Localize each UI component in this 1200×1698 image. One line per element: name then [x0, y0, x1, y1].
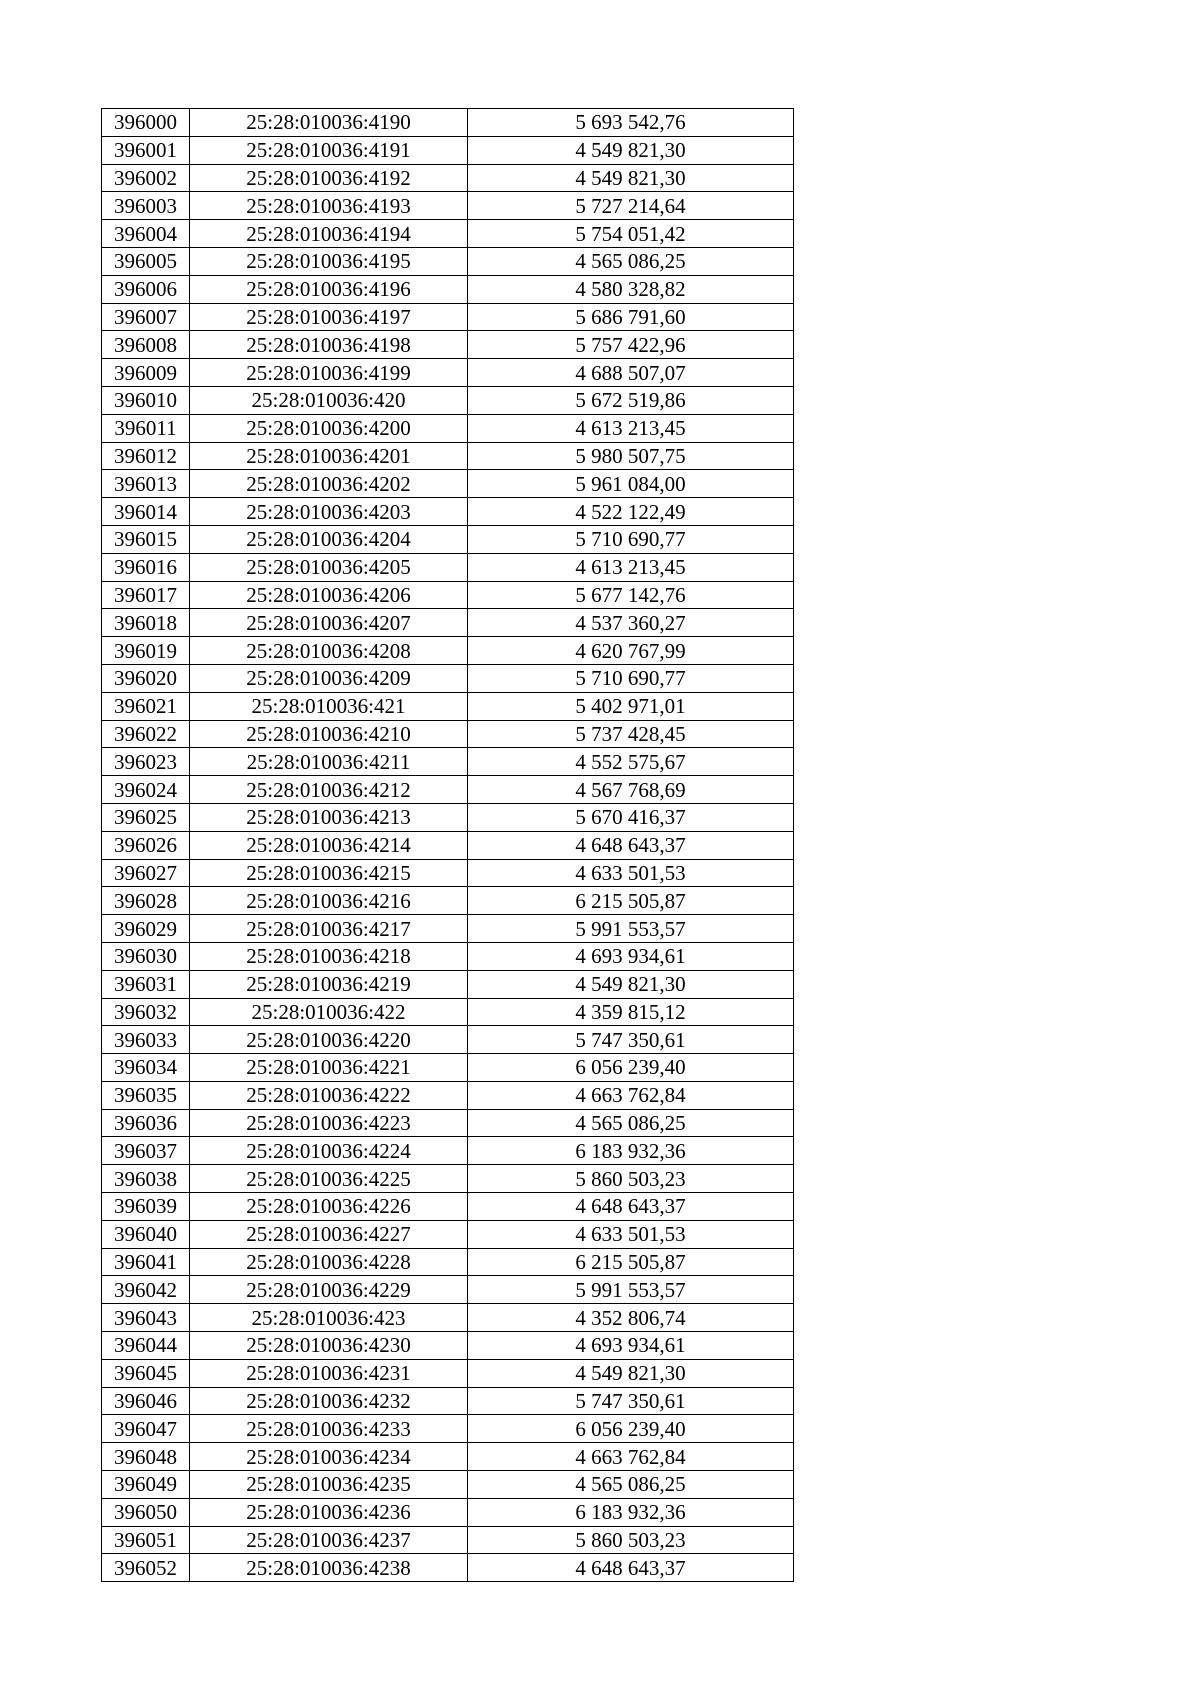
cadastral-number-cell: 25:28:010036:421 [190, 692, 468, 720]
row-number-cell: 396035 [102, 1081, 190, 1109]
cadastral-value-cell: 5 670 416,37 [468, 803, 794, 831]
cadastral-number-cell: 25:28:010036:4224 [190, 1137, 468, 1165]
row-number-cell: 396042 [102, 1276, 190, 1304]
cadastral-value-cell: 5 747 350,61 [468, 1026, 794, 1054]
cadastral-value-cell: 4 648 643,37 [468, 1554, 794, 1582]
table-row [102, 581, 794, 609]
table-row [102, 553, 794, 581]
table-row [102, 359, 794, 387]
row-number-cell: 396046 [102, 1387, 190, 1415]
table-row [102, 1137, 794, 1165]
row-number-cell: 396016 [102, 553, 190, 581]
row-number-cell: 396047 [102, 1415, 190, 1443]
row-number-cell: 396005 [102, 247, 190, 275]
cadastral-number-cell: 25:28:010036:4223 [190, 1109, 468, 1137]
cadastral-number-cell: 25:28:010036:4231 [190, 1359, 468, 1387]
table-row [102, 442, 794, 470]
table-row [102, 386, 794, 414]
cadastral-number-cell: 25:28:010036:4229 [190, 1276, 468, 1304]
table-row [102, 1498, 794, 1526]
row-number-cell: 396028 [102, 887, 190, 915]
cadastral-value-cell: 5 980 507,75 [468, 442, 794, 470]
cadastral-number-cell: 25:28:010036:4234 [190, 1443, 468, 1471]
cadastral-number-cell: 25:28:010036:4230 [190, 1332, 468, 1360]
cadastral-value-cell: 4 522 122,49 [468, 498, 794, 526]
cadastral-number-cell: 25:28:010036:4206 [190, 581, 468, 609]
row-number-cell: 396018 [102, 609, 190, 637]
table-row [102, 1415, 794, 1443]
cadastral-value-cell: 4 359 815,12 [468, 998, 794, 1026]
table-row [102, 720, 794, 748]
cadastral-value-cell: 6 215 505,87 [468, 887, 794, 915]
row-number-cell: 396026 [102, 831, 190, 859]
cadastral-value-cell: 4 633 501,53 [468, 1220, 794, 1248]
cadastral-number-cell: 25:28:010036:4218 [190, 942, 468, 970]
table-row [102, 1443, 794, 1471]
row-number-cell: 396049 [102, 1471, 190, 1499]
cadastral-value-table [101, 108, 794, 1582]
cadastral-number-cell: 25:28:010036:4198 [190, 331, 468, 359]
table-row [102, 275, 794, 303]
row-number-cell: 396027 [102, 859, 190, 887]
cadastral-value-cell: 4 567 768,69 [468, 776, 794, 804]
cadastral-value-cell: 6 183 932,36 [468, 1137, 794, 1165]
cadastral-number-cell: 25:28:010036:4225 [190, 1165, 468, 1193]
table-row [102, 470, 794, 498]
cadastral-number-cell: 25:28:010036:4204 [190, 525, 468, 553]
table-row [102, 692, 794, 720]
row-number-cell: 396032 [102, 998, 190, 1026]
row-number-cell: 396021 [102, 692, 190, 720]
row-number-cell: 396011 [102, 414, 190, 442]
table-body [102, 109, 794, 1582]
cadastral-value-cell: 4 613 213,45 [468, 414, 794, 442]
row-number-cell: 396051 [102, 1526, 190, 1554]
table-row [102, 1026, 794, 1054]
table-row [102, 1054, 794, 1082]
row-number-cell: 396013 [102, 470, 190, 498]
cadastral-value-cell: 4 620 767,99 [468, 637, 794, 665]
row-number-cell: 396001 [102, 136, 190, 164]
cadastral-number-cell: 25:28:010036:4199 [190, 359, 468, 387]
cadastral-number-cell: 25:28:010036:4215 [190, 859, 468, 887]
cadastral-value-cell: 4 549 821,30 [468, 970, 794, 998]
cadastral-value-cell: 5 672 519,86 [468, 386, 794, 414]
row-number-cell: 396043 [102, 1304, 190, 1332]
cadastral-number-cell: 25:28:010036:4227 [190, 1220, 468, 1248]
table-row [102, 1554, 794, 1582]
cadastral-value-cell: 4 549 821,30 [468, 1359, 794, 1387]
table-row [102, 1193, 794, 1221]
table-row [102, 1359, 794, 1387]
cadastral-number-cell: 25:28:010036:420 [190, 386, 468, 414]
cadastral-number-cell: 25:28:010036:4191 [190, 136, 468, 164]
table-row [102, 1220, 794, 1248]
cadastral-value-cell: 5 754 051,42 [468, 220, 794, 248]
cadastral-value-cell: 4 693 934,61 [468, 1332, 794, 1360]
table-row [102, 109, 794, 137]
cadastral-number-cell: 25:28:010036:4193 [190, 192, 468, 220]
row-number-cell: 396050 [102, 1498, 190, 1526]
table-row [102, 525, 794, 553]
cadastral-value-cell: 5 860 503,23 [468, 1165, 794, 1193]
table-row [102, 942, 794, 970]
cadastral-value-cell: 4 549 821,30 [468, 136, 794, 164]
cadastral-number-cell: 25:28:010036:4235 [190, 1471, 468, 1499]
cadastral-value-cell: 5 710 690,77 [468, 525, 794, 553]
table-row [102, 664, 794, 692]
table-row [102, 998, 794, 1026]
row-number-cell: 396041 [102, 1248, 190, 1276]
table-row [102, 1165, 794, 1193]
table-row [102, 1387, 794, 1415]
row-number-cell: 396022 [102, 720, 190, 748]
cadastral-value-cell: 4 688 507,07 [468, 359, 794, 387]
row-number-cell: 396040 [102, 1220, 190, 1248]
table-row [102, 1471, 794, 1499]
table-row [102, 1304, 794, 1332]
cadastral-value-cell: 4 352 806,74 [468, 1304, 794, 1332]
row-number-cell: 396037 [102, 1137, 190, 1165]
cadastral-value-cell: 4 537 360,27 [468, 609, 794, 637]
table-row [102, 414, 794, 442]
row-number-cell: 396048 [102, 1443, 190, 1471]
cadastral-number-cell: 25:28:010036:4217 [190, 915, 468, 943]
cadastral-value-cell: 6 056 239,40 [468, 1415, 794, 1443]
row-number-cell: 396031 [102, 970, 190, 998]
cadastral-number-cell: 25:28:010036:4207 [190, 609, 468, 637]
cadastral-number-cell: 25:28:010036:4210 [190, 720, 468, 748]
cadastral-value-cell: 4 693 934,61 [468, 942, 794, 970]
table-row [102, 136, 794, 164]
cadastral-value-cell: 5 737 428,45 [468, 720, 794, 748]
cadastral-number-cell: 25:28:010036:4203 [190, 498, 468, 526]
row-number-cell: 396024 [102, 776, 190, 804]
table-row [102, 220, 794, 248]
cadastral-value-cell: 5 710 690,77 [468, 664, 794, 692]
row-number-cell: 396030 [102, 942, 190, 970]
cadastral-value-cell: 5 991 553,57 [468, 915, 794, 943]
cadastral-number-cell: 25:28:010036:4202 [190, 470, 468, 498]
cadastral-number-cell: 25:28:010036:4209 [190, 664, 468, 692]
cadastral-number-cell: 25:28:010036:4192 [190, 164, 468, 192]
row-number-cell: 396038 [102, 1165, 190, 1193]
row-number-cell: 396007 [102, 303, 190, 331]
cadastral-number-cell: 25:28:010036:4211 [190, 748, 468, 776]
table-row [102, 831, 794, 859]
row-number-cell: 396045 [102, 1359, 190, 1387]
row-number-cell: 396015 [102, 525, 190, 553]
cadastral-value-cell: 5 693 542,76 [468, 109, 794, 137]
table-row [102, 1276, 794, 1304]
row-number-cell: 396010 [102, 386, 190, 414]
row-number-cell: 396017 [102, 581, 190, 609]
cadastral-value-cell: 5 747 350,61 [468, 1387, 794, 1415]
cadastral-value-cell: 4 549 821,30 [468, 164, 794, 192]
cadastral-number-cell: 25:28:010036:4236 [190, 1498, 468, 1526]
cadastral-value-cell: 4 633 501,53 [468, 859, 794, 887]
cadastral-value-cell: 5 757 422,96 [468, 331, 794, 359]
cadastral-number-cell: 25:28:010036:4220 [190, 1026, 468, 1054]
table-row [102, 498, 794, 526]
cadastral-value-cell: 5 961 084,00 [468, 470, 794, 498]
cadastral-number-cell: 25:28:010036:4201 [190, 442, 468, 470]
cadastral-value-cell: 6 215 505,87 [468, 1248, 794, 1276]
row-number-cell: 396012 [102, 442, 190, 470]
table-row [102, 776, 794, 804]
cadastral-value-cell: 4 613 213,45 [468, 553, 794, 581]
cadastral-value-cell: 4 552 575,67 [468, 748, 794, 776]
cadastral-number-cell: 25:28:010036:4221 [190, 1054, 468, 1082]
cadastral-number-cell: 25:28:010036:4205 [190, 553, 468, 581]
cadastral-number-cell: 25:28:010036:4190 [190, 109, 468, 137]
cadastral-number-cell: 25:28:010036:4226 [190, 1193, 468, 1221]
table-row [102, 1526, 794, 1554]
table-row [102, 1248, 794, 1276]
cadastral-value-cell: 5 402 971,01 [468, 692, 794, 720]
cadastral-number-cell: 25:28:010036:4222 [190, 1081, 468, 1109]
cadastral-number-cell: 25:28:010036:4219 [190, 970, 468, 998]
table-row [102, 1081, 794, 1109]
cadastral-number-cell: 25:28:010036:4214 [190, 831, 468, 859]
cadastral-value-cell: 5 727 214,64 [468, 192, 794, 220]
row-number-cell: 396034 [102, 1054, 190, 1082]
table-row [102, 609, 794, 637]
table-row [102, 748, 794, 776]
row-number-cell: 396033 [102, 1026, 190, 1054]
cadastral-value-cell: 6 183 932,36 [468, 1498, 794, 1526]
cadastral-value-cell: 4 648 643,37 [468, 831, 794, 859]
row-number-cell: 396004 [102, 220, 190, 248]
row-number-cell: 396052 [102, 1554, 190, 1582]
cadastral-number-cell: 25:28:010036:4195 [190, 247, 468, 275]
cadastral-number-cell: 25:28:010036:4213 [190, 803, 468, 831]
row-number-cell: 396029 [102, 915, 190, 943]
table-row [102, 637, 794, 665]
cadastral-value-cell: 5 686 791,60 [468, 303, 794, 331]
table-row [102, 803, 794, 831]
row-number-cell: 396002 [102, 164, 190, 192]
cadastral-number-cell: 25:28:010036:423 [190, 1304, 468, 1332]
cadastral-value-cell: 5 677 142,76 [468, 581, 794, 609]
table-row [102, 970, 794, 998]
table-row [102, 331, 794, 359]
row-number-cell: 396003 [102, 192, 190, 220]
table-row [102, 1109, 794, 1137]
row-number-cell: 396008 [102, 331, 190, 359]
cadastral-number-cell: 25:28:010036:4238 [190, 1554, 468, 1582]
cadastral-value-cell: 5 860 503,23 [468, 1526, 794, 1554]
row-number-cell: 396009 [102, 359, 190, 387]
cadastral-value-cell: 4 565 086,25 [468, 247, 794, 275]
row-number-cell: 396036 [102, 1109, 190, 1137]
row-number-cell: 396020 [102, 664, 190, 692]
cadastral-number-cell: 25:28:010036:4196 [190, 275, 468, 303]
table-row [102, 247, 794, 275]
cadastral-number-cell: 25:28:010036:4228 [190, 1248, 468, 1276]
cadastral-value-cell: 4 663 762,84 [468, 1081, 794, 1109]
cadastral-value-cell: 4 580 328,82 [468, 275, 794, 303]
cadastral-number-cell: 25:28:010036:4197 [190, 303, 468, 331]
table-row [102, 164, 794, 192]
table-row [102, 915, 794, 943]
row-number-cell: 396019 [102, 637, 190, 665]
cadastral-value-cell: 4 565 086,25 [468, 1471, 794, 1499]
cadastral-value-cell: 5 991 553,57 [468, 1276, 794, 1304]
table-row [102, 1332, 794, 1360]
row-number-cell: 396025 [102, 803, 190, 831]
cadastral-value-cell: 4 663 762,84 [468, 1443, 794, 1471]
table-row [102, 887, 794, 915]
cadastral-number-cell: 25:28:010036:422 [190, 998, 468, 1026]
table-row [102, 859, 794, 887]
cadastral-value-cell: 4 648 643,37 [468, 1193, 794, 1221]
row-number-cell: 396044 [102, 1332, 190, 1360]
cadastral-number-cell: 25:28:010036:4200 [190, 414, 468, 442]
cadastral-number-cell: 25:28:010036:4212 [190, 776, 468, 804]
row-number-cell: 396014 [102, 498, 190, 526]
row-number-cell: 396023 [102, 748, 190, 776]
cadastral-number-cell: 25:28:010036:4194 [190, 220, 468, 248]
cadastral-number-cell: 25:28:010036:4237 [190, 1526, 468, 1554]
cadastral-value-cell: 4 565 086,25 [468, 1109, 794, 1137]
cadastral-value-cell: 6 056 239,40 [468, 1054, 794, 1082]
cadastral-number-cell: 25:28:010036:4233 [190, 1415, 468, 1443]
cadastral-number-cell: 25:28:010036:4216 [190, 887, 468, 915]
table-row [102, 192, 794, 220]
row-number-cell: 396006 [102, 275, 190, 303]
cadastral-number-cell: 25:28:010036:4232 [190, 1387, 468, 1415]
row-number-cell: 396000 [102, 109, 190, 137]
table-row [102, 303, 794, 331]
cadastral-number-cell: 25:28:010036:4208 [190, 637, 468, 665]
row-number-cell: 396039 [102, 1193, 190, 1221]
